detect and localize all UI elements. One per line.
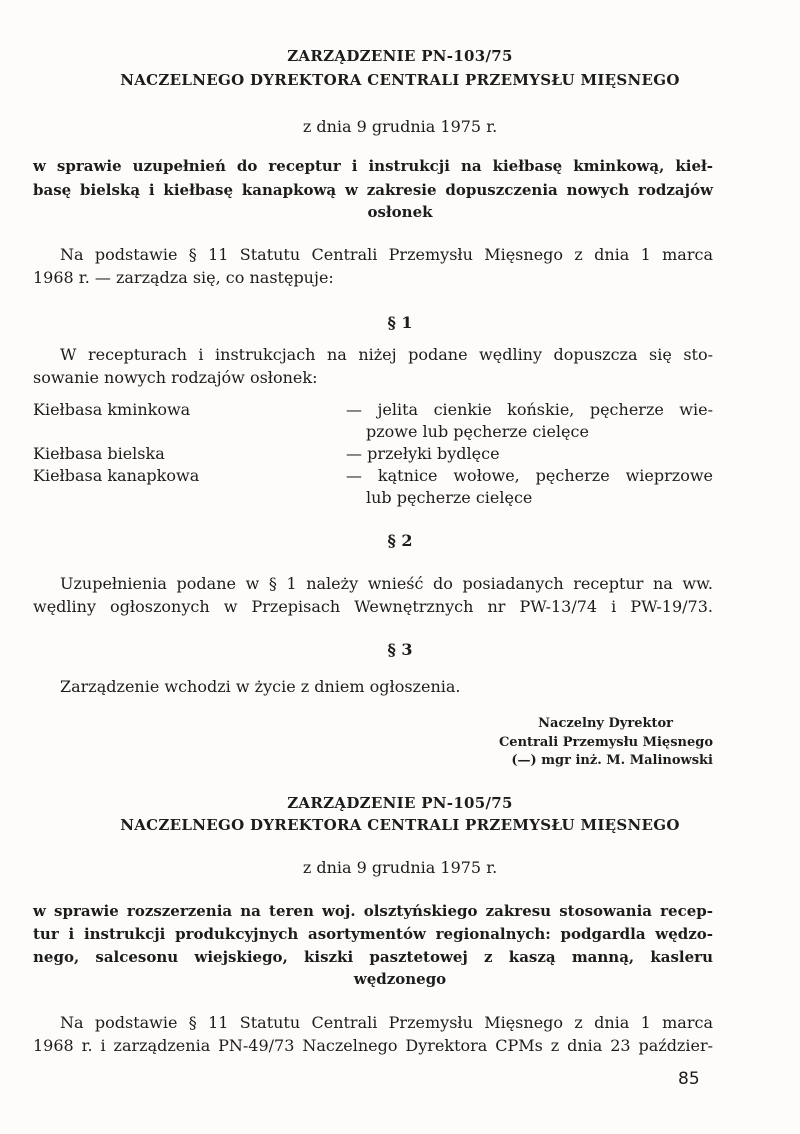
doc1-preamble-line-2: 1968 r. — zarządza się, co następuje: — [33, 268, 334, 287]
doc1-title-number: ZARZĄDZENIE PN-103/75 — [287, 47, 513, 65]
signature-title: Naczelny Dyrektor — [538, 716, 673, 731]
doc1-section1-text-line-2: sowanie nowych rodzajów osłonek: — [33, 368, 318, 387]
doc2-date: z dnia 9 grudnia 1975 r. — [302, 858, 498, 877]
doc1-section2-heading: § 2 — [387, 531, 413, 550]
doc2-subject-line-3: nego, salcesonu wiejskiego, kiszki pasztetowej z kaszą manną, kasleru — [33, 948, 713, 966]
signature-institution: Centrali Przemysłu Mięsnego — [498, 735, 713, 750]
doc1-subject-line-1: w sprawie uzupełnień do receptur i instrukcji na kiełbasę kminkową, kieł- — [33, 157, 713, 175]
casing-item-name: Kiełbasa kanapkowa — [33, 466, 200, 485]
doc1-section2-text-line-1: Uzupełnienia podane w § 1 należy wnieść do posiadanych receptur na ww. — [60, 574, 713, 593]
casing-item-desc: — jelita cienkie końskie, pęcherze wie- — [346, 400, 713, 419]
doc2-title-issuer: NACZELNEGO DYREKTORA CENTRALI PRZEMYSŁU MIĘSNEGO — [120, 816, 680, 834]
doc2-subject-line-4: wędzonego — [353, 970, 447, 988]
casing-item-desc-cont: lub pęcherze cielęce — [366, 488, 533, 507]
casing-item-desc-cont: pzowe lub pęcherze cielęce — [366, 422, 589, 441]
casing-item-name: Kiełbasa kminkowa — [33, 400, 191, 419]
doc1-section2-text-line-2: wędliny ogłoszonych w Przepisach Wewnętrznych nr PW-13/74 i PW-19/73. — [33, 597, 713, 616]
casing-item-name: Kiełbasa bielska — [33, 444, 165, 463]
casing-item-desc: — przełyki bydlęce — [346, 444, 500, 463]
casing-item-desc: — kątnice wołowe, pęcherze wieprzowe — [346, 466, 713, 485]
page-number: 85 — [678, 1069, 700, 1089]
doc1-subject-line-2: basę bielską i kiełbasę kanapkową w zakresie dopuszczenia nowych rodzajów — [33, 181, 713, 199]
doc1-title-issuer: NACZELNEGO DYREKTORA CENTRALI PRZEMYSŁU MIĘSNEGO — [120, 71, 680, 89]
doc2-subject-line-1: w sprawie rozszerzenia na teren woj. olsztyńskiego zakresu stosowania recep- — [33, 902, 713, 920]
doc1-subject-line-3: osłonek — [367, 203, 433, 221]
doc1-section1-heading: § 1 — [387, 313, 413, 332]
signature-name: (—) mgr inż. M. Malinowski — [511, 753, 713, 768]
doc2-preamble-line-2: 1968 r. i zarządzenia PN-49/73 Naczelnego Dyrektora CPMs z dnia 23 paździer- — [33, 1036, 713, 1055]
doc1-section3-text: Zarządzenie wchodzi w życie z dniem ogłoszenia. — [60, 677, 461, 696]
doc1-date: z dnia 9 grudnia 1975 r. — [302, 117, 498, 136]
doc2-title-number: ZARZĄDZENIE PN-105/75 — [287, 794, 513, 812]
doc2-preamble-line-1: Na podstawie § 11 Statutu Centrali Przemysłu Mięsnego z dnia 1 marca — [60, 1013, 713, 1032]
doc2-subject-line-2: tur i instrukcji produkcyjnych asortymentów regionalnych: podgardla wędzo- — [33, 925, 713, 943]
doc1-preamble-line-1: Na podstawie § 11 Statutu Centrali Przemysłu Mięsnego z dnia 1 marca — [60, 245, 713, 264]
doc1-section1-text-line-1: W recepturach i instrukcjach na niżej podane wędliny dopuszcza się sto- — [60, 345, 713, 364]
doc1-section3-heading: § 3 — [387, 640, 413, 659]
